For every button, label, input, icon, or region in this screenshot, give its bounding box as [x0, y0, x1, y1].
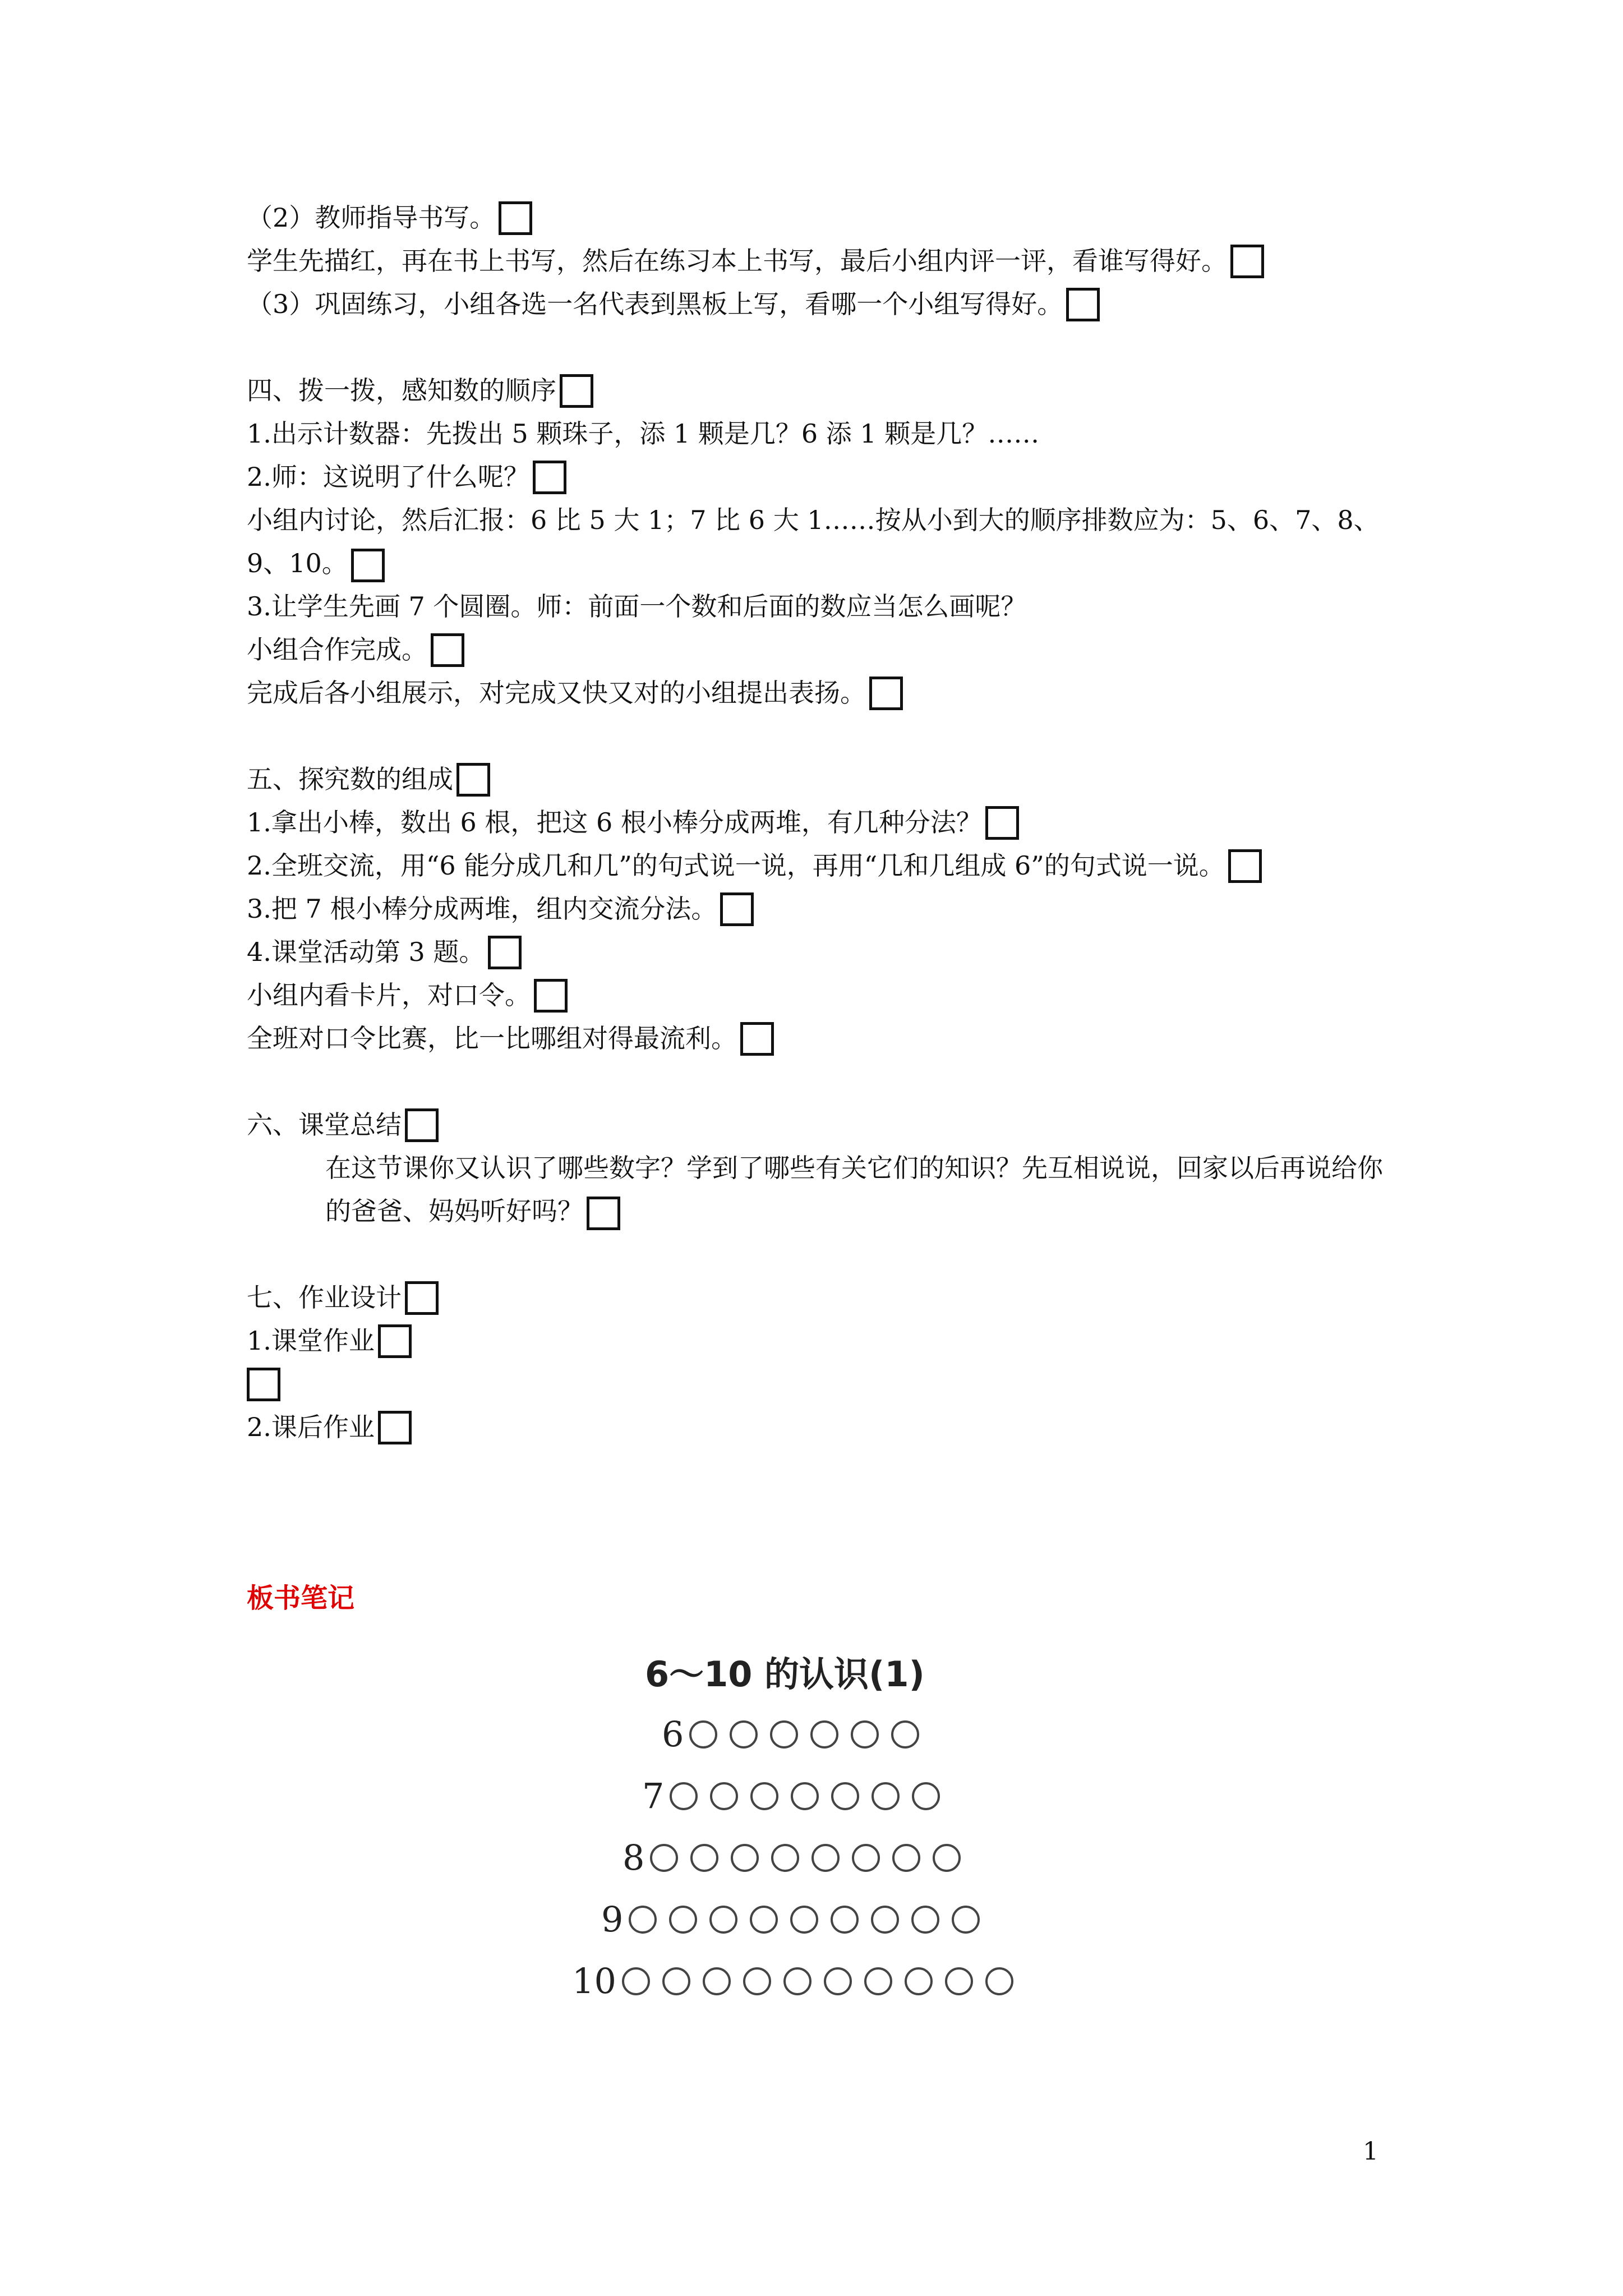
checkbox[interactable] — [405, 1108, 439, 1142]
checkbox[interactable] — [405, 1281, 439, 1315]
checkbox[interactable] — [351, 549, 385, 582]
circle-mark — [872, 1782, 900, 1810]
section-heading — [247, 369, 1402, 412]
text-line — [247, 1319, 1402, 1363]
text-line — [247, 1147, 1402, 1233]
line-text: 小组合作完成。 — [247, 634, 427, 665]
text-line — [247, 844, 1402, 887]
section-heading — [247, 1103, 1402, 1147]
circle-mark — [852, 1844, 880, 1872]
board-row — [601, 1899, 980, 1940]
circle-mark — [811, 1844, 840, 1872]
circle-mark — [810, 1720, 838, 1749]
heading-text: 四、拨一拨，感知数的顺序 — [247, 375, 556, 406]
circle-mark — [871, 1906, 899, 1934]
heading-text: 五、探究数的组成 — [247, 764, 453, 794]
text-line — [247, 283, 1402, 326]
checkbox[interactable] — [1066, 288, 1100, 321]
circle-mark — [933, 1844, 961, 1872]
board-row — [572, 1961, 1013, 2001]
circle-mark — [912, 1782, 940, 1810]
checkbox[interactable] — [1230, 245, 1264, 278]
line-text: 小组内看卡片，对口令。 — [247, 980, 531, 1010]
line-text: 4.课堂活动第 3 题。 — [247, 937, 485, 967]
checkbox[interactable] — [534, 979, 568, 1013]
page-number: 1 — [1363, 2137, 1378, 2166]
line-text: 3.让学生先画 7 个圆圈。师：前面一个数和后面的数应当怎么画呢？ — [247, 591, 1027, 622]
text-line — [247, 887, 1402, 931]
circle-mark — [669, 1906, 697, 1934]
checkbox[interactable] — [378, 1324, 412, 1358]
circle-mark — [750, 1906, 778, 1934]
text-line — [247, 931, 1402, 974]
checkbox[interactable] — [740, 1022, 774, 1056]
circle-mark — [831, 1906, 859, 1934]
circle-mark — [650, 1844, 678, 1872]
text-line — [247, 585, 1402, 628]
line-text: 学生先描红，再在书上书写，然后在练习本上书写，最后小组内评一评，看谁写得好。 — [247, 246, 1227, 276]
line-text: 完成后各小组展示，对完成又快又对的小组提出表扬。 — [247, 678, 866, 708]
circle-mark — [891, 1720, 919, 1749]
line-text: 在这节课你又认识了哪些数字？学到了哪些有关它们的知识？先互相说说，回家以后再说给你的爸爸、妈妈听好吗？ — [325, 1153, 1383, 1226]
checkbox[interactable] — [869, 677, 903, 710]
text-line — [247, 1363, 1402, 1406]
section-heading — [247, 758, 1402, 801]
circle-mark — [911, 1906, 939, 1934]
text-line — [247, 455, 1402, 499]
board-row-number: 10 — [572, 1961, 616, 2001]
circle-mark — [985, 1967, 1013, 1995]
circle-mark — [750, 1782, 778, 1810]
heading-text: 六、课堂总结 — [247, 1110, 402, 1140]
line-text: 全班对口令比赛，比一比哪组对得最流利。 — [247, 1023, 737, 1053]
board-row — [642, 1775, 940, 1816]
circle-mark — [662, 1967, 690, 1995]
line-text: 3.把 7 根小棒分成两堆，组内交流分法。 — [247, 894, 717, 924]
board-row — [662, 1714, 919, 1755]
circle-mark — [709, 1906, 737, 1934]
circle-mark — [770, 1720, 798, 1749]
line-text: 1.出示计数器：先拨出 5 颗珠子，添 1 颗是几？6 添 1 颗是几？…… — [247, 418, 1040, 449]
line-text: 1.课堂作业 — [247, 1326, 375, 1356]
checkbox[interactable] — [720, 892, 754, 926]
text-line — [247, 628, 1402, 671]
line-text: 2.全班交流，用“6 能分成几和几”的句式说一说，再用“几和几组成 6”的句式说一说。 — [247, 850, 1225, 881]
board-row-number: 8 — [623, 1837, 645, 1878]
line-text: 小组内讨论，然后汇报：6 比 5 大 1；7 比 6 大 1……按从小到大的顺序排数应为：5、6、7、8、9、10。 — [247, 505, 1380, 578]
circle-mark — [690, 1844, 718, 1872]
circle-mark — [689, 1720, 717, 1749]
section-heading — [247, 1276, 1402, 1319]
text-line — [247, 499, 1402, 585]
checkbox[interactable] — [431, 633, 464, 667]
circle-mark — [783, 1967, 811, 1995]
circle-mark — [629, 1906, 657, 1934]
board-row-number: 9 — [601, 1899, 624, 1940]
board-notes-heading: 板书笔记 — [247, 1582, 355, 1614]
circle-mark — [710, 1782, 738, 1810]
text-line — [247, 1406, 1402, 1449]
text-line — [247, 196, 1402, 240]
checkbox[interactable] — [587, 1197, 620, 1230]
board-row-number: 7 — [642, 1775, 665, 1816]
circle-mark — [952, 1906, 980, 1934]
text-line — [247, 412, 1402, 455]
line-text: 2.课后作业 — [247, 1412, 375, 1442]
text-line — [247, 1017, 1402, 1060]
circle-mark — [945, 1967, 973, 1995]
board-row-number: 6 — [662, 1714, 684, 1755]
circle-mark — [824, 1967, 852, 1995]
checkbox[interactable] — [499, 201, 532, 235]
text-line — [247, 801, 1402, 844]
circle-mark — [831, 1782, 859, 1810]
line-text: （3）巩固练习，小组各选一名代表到黑板上写，看哪一个小组写得好。 — [247, 289, 1063, 319]
circle-mark — [670, 1782, 698, 1810]
checkbox[interactable] — [533, 461, 566, 494]
circle-mark — [791, 1782, 819, 1810]
circle-mark — [905, 1967, 933, 1995]
checkbox[interactable] — [560, 374, 593, 408]
line-text: （2）教师指导书写。 — [247, 203, 496, 233]
circle-mark — [790, 1906, 818, 1934]
circle-mark — [771, 1844, 799, 1872]
circle-mark — [892, 1844, 920, 1872]
circle-mark — [703, 1967, 731, 1995]
circle-mark — [731, 1844, 759, 1872]
checkbox[interactable] — [247, 1368, 280, 1401]
checkbox[interactable] — [1228, 849, 1262, 883]
checkbox[interactable] — [985, 806, 1019, 840]
line-text: 1.拿出小棒，数出 6 根，把这 6 根小棒分成两堆，有几种分法？ — [247, 807, 982, 838]
heading-text: 七、作业设计 — [247, 1282, 402, 1313]
circle-mark — [851, 1720, 879, 1749]
line-text: 2.师：这说明了什么呢？ — [247, 462, 529, 492]
document-body — [247, 196, 1402, 1449]
text-line — [247, 671, 1402, 715]
circle-mark — [730, 1720, 758, 1749]
text-line — [247, 974, 1402, 1017]
checkbox[interactable] — [378, 1411, 412, 1444]
checkbox[interactable] — [457, 763, 490, 797]
checkbox[interactable] — [488, 936, 522, 969]
circle-mark — [864, 1967, 892, 1995]
circle-mark — [743, 1967, 771, 1995]
board-row — [623, 1837, 961, 1878]
circle-mark — [622, 1967, 650, 1995]
board-title: 6～10 的认识(1) — [645, 1654, 925, 1695]
text-line — [247, 240, 1402, 283]
